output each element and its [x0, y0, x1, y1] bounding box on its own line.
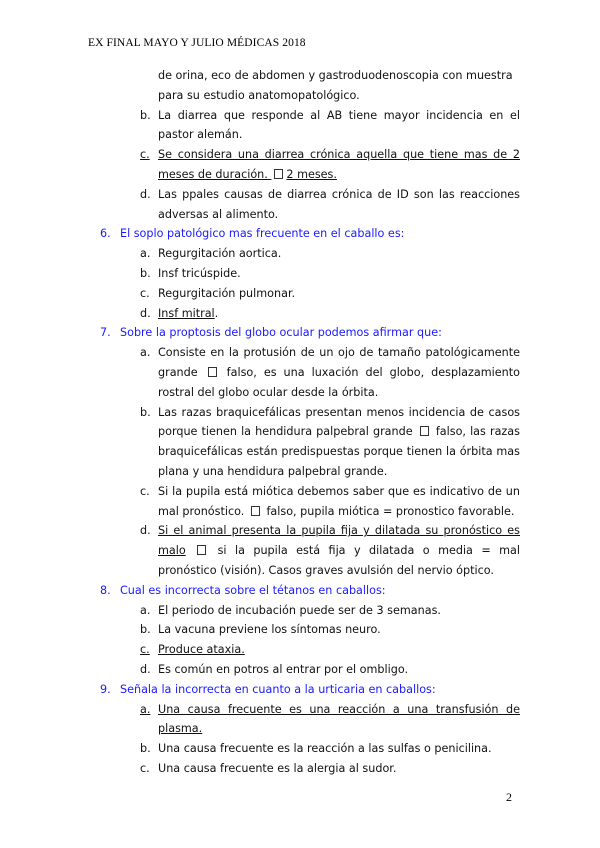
q6-option-b	[100, 264, 520, 284]
option-letter: a.	[140, 247, 151, 261]
question-number: 9.	[100, 682, 111, 696]
option-text: Consiste en la protusión de un ojo de tamaño patológicamente grande	[158, 346, 520, 379]
option-text: La vacuna previene los síntomas neuro.	[158, 623, 381, 637]
option-text: Se considera una diarrea crónica aquella que tiene mas de 2 meses de duración.	[158, 148, 520, 181]
q9-option-b	[100, 739, 520, 759]
prev-option-c	[100, 145, 520, 185]
option-letter: c.	[140, 761, 150, 775]
intro-line-1: de orina, eco de abdomen y gastroduodenoscopia con muestra	[158, 69, 513, 82]
option-note: falso, pupila miótica = pronostico favorable.	[266, 504, 515, 518]
q6-option-c	[100, 284, 520, 304]
question-text: Sobre la proptosis del globo ocular podemos afirmar que:	[120, 326, 442, 340]
option-text: Las ppales causas de diarrea crónica de ID son las reacciones adversas al alimento.	[158, 187, 520, 221]
option-letter: b.	[140, 405, 151, 419]
question-number: 7.	[100, 326, 111, 340]
arrow-symbol-icon	[197, 545, 206, 555]
option-text: Una causa frecuente es la reacción a las sulfas o penicilina.	[158, 742, 492, 756]
option-text: La diarrea que responde al AB tiene mayor incidencia en el pastor alemán.	[158, 108, 520, 142]
option-letter: c.	[140, 286, 150, 300]
option-text: Es común en potros al entrar por el ombligo.	[158, 662, 409, 676]
arrow-symbol-icon	[251, 506, 260, 516]
question-9	[100, 680, 520, 700]
q8-option-c	[100, 640, 520, 660]
option-letter: d.	[140, 524, 151, 538]
option-note: falso, es una luxación del globo, desplazamiento rostral del globo ocular desde la órbita.	[158, 365, 520, 399]
intro-line-2: para su estudio anatomopatológico.	[158, 88, 360, 102]
arrow-symbol-icon	[208, 367, 217, 377]
question-7	[100, 323, 520, 343]
page-number: 2	[506, 790, 512, 804]
question-text: Cual es incorrecta sobre el tétanos en caballos:	[120, 583, 386, 597]
option-text: Produce ataxia.	[158, 643, 245, 657]
option-letter: b.	[140, 266, 151, 280]
question-8	[100, 581, 520, 601]
option-letter: d.	[140, 306, 151, 320]
option-letter: a.	[140, 346, 151, 360]
option-suffix: .	[214, 306, 219, 320]
option-letter: b.	[140, 108, 151, 122]
arrow-symbol-icon	[420, 426, 429, 436]
q8-option-b	[100, 620, 520, 640]
option-note: 2 meses.	[286, 167, 337, 181]
option-letter: a.	[140, 702, 151, 716]
q7-option-d	[100, 521, 520, 580]
option-letter: b.	[140, 742, 151, 756]
option-text: Insf mitral	[158, 306, 215, 320]
option-text: Regurgitación aortica.	[158, 247, 282, 261]
option-text: Regurgitación pulmonar.	[158, 286, 296, 300]
option-letter: c.	[140, 148, 150, 162]
prev-option-b	[100, 106, 520, 146]
intro-text	[100, 66, 520, 106]
option-note: falso, las razas braquicefálicas están predispuestas porque tienen la órbita mas plana y una hendidura palpebral grande.	[158, 425, 520, 478]
option-letter: c.	[140, 484, 150, 498]
option-text: Insf tricúspide.	[158, 266, 241, 280]
page-header: EX FINAL MAYO Y JULIO MÉDICAS 2018	[88, 37, 306, 49]
q7-option-a	[100, 343, 520, 402]
option-text: Las razas braquicefálicas presentan menos incidencia de casos porque tienen la hendidura palpebral grande	[158, 405, 520, 439]
q6-option-d	[100, 304, 520, 324]
option-text: Una causa frecuente es una reacción a una transfusión de plasma.	[158, 702, 520, 736]
question-6	[100, 224, 520, 244]
option-note: si la pupila está fija y dilatada o media = mal pronóstico (visión). Casos graves avulsión del nervio óptico.	[158, 544, 521, 577]
option-text: El periodo de incubación puede ser de 3 semanas.	[158, 603, 441, 617]
q7-option-c	[100, 482, 520, 522]
option-letter: b.	[140, 623, 151, 637]
q9-option-c	[100, 759, 520, 779]
q8-option-d	[100, 660, 520, 680]
q7-option-b	[100, 403, 520, 482]
option-text: Si el animal presenta la pupila fija y dilatada su pronóstico es malo	[158, 524, 520, 558]
option-letter: c.	[140, 643, 150, 657]
option-letter: d.	[140, 187, 151, 201]
option-text: Si la pupila está miótica debemos saber que es indicativo de un mal pronóstico.	[158, 484, 520, 518]
prev-option-d	[100, 185, 520, 225]
question-text: Señala la incorrecta en cuanto a la urticaria en caballos:	[120, 682, 436, 696]
option-letter: d.	[140, 662, 151, 676]
q9-option-a	[100, 700, 520, 740]
question-number: 8.	[100, 583, 111, 597]
option-letter: a.	[140, 603, 151, 617]
option-text: Una causa frecuente es la alergia al sudor.	[158, 761, 397, 775]
q8-option-a	[100, 601, 520, 621]
page-content	[100, 66, 520, 779]
q6-option-a	[100, 244, 520, 264]
arrow-symbol-icon	[274, 169, 283, 179]
question-number: 6.	[100, 227, 111, 241]
question-text: El soplo patológico mas frecuente en el caballo es:	[120, 227, 405, 241]
